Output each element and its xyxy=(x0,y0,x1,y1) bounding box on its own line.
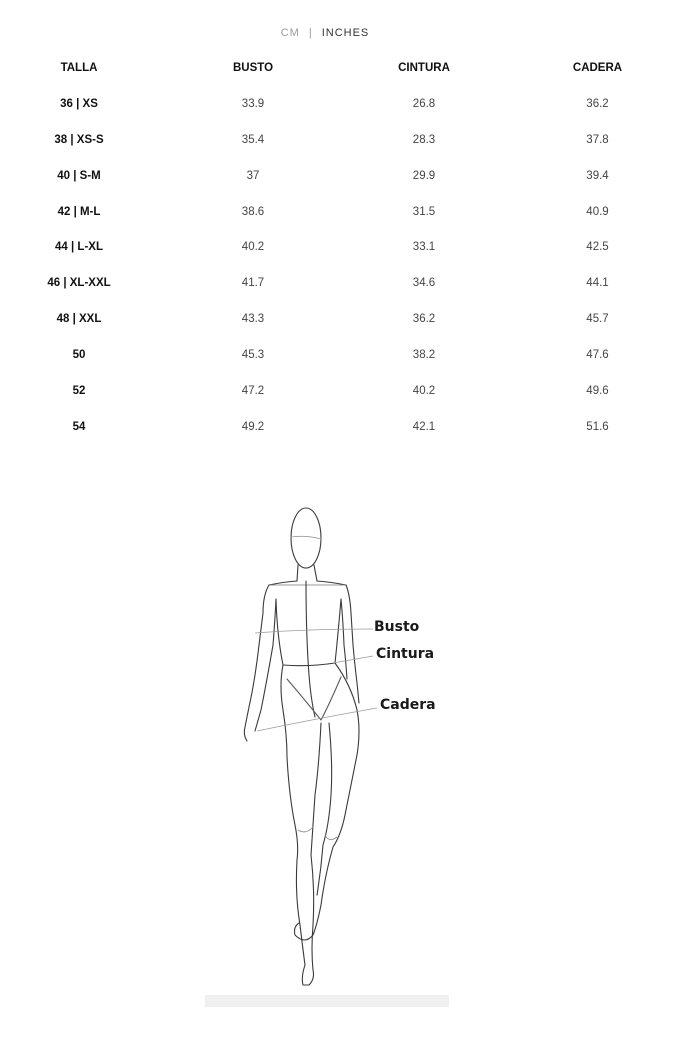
busto-cell: 43.3 xyxy=(241,313,265,326)
table-row xyxy=(0,158,695,194)
header-talla: TALLA xyxy=(60,61,98,74)
table-row xyxy=(0,86,695,122)
size-cell: 50 xyxy=(72,349,86,362)
cadera-cell: 40.9 xyxy=(586,205,609,218)
cadera-cell: 47.6 xyxy=(586,349,609,362)
cintura-cell: 29.9 xyxy=(412,169,436,182)
waist-line xyxy=(283,663,335,666)
size-cell: 48 | XXL xyxy=(56,313,102,326)
busto-cell: 40.2 xyxy=(241,241,265,254)
cintura-cell: 42.1 xyxy=(412,420,436,433)
busto-cell: 49.2 xyxy=(241,420,265,433)
cadera-cell: 42.5 xyxy=(586,241,609,254)
body-measurement-figure xyxy=(205,495,455,1010)
busto-cell: 47.2 xyxy=(241,384,265,397)
busto-line xyxy=(255,629,373,633)
unit-cm-option[interactable]: CM xyxy=(280,27,300,39)
cintura-label: Cintura xyxy=(376,646,435,662)
unit-inches-option[interactable]: INCHES xyxy=(321,27,370,39)
cadera-cell: 36.2 xyxy=(586,97,609,110)
cintura-pointer xyxy=(333,656,373,663)
table-header-row xyxy=(0,50,695,86)
size-cell: 52 xyxy=(72,384,86,397)
unit-toggle xyxy=(0,27,650,39)
cintura-cell: 40.2 xyxy=(412,384,436,397)
table-row xyxy=(0,373,695,409)
header-cadera: CADERA xyxy=(572,61,623,74)
header-cintura: CINTURA xyxy=(398,61,450,74)
size-chart-table xyxy=(0,50,695,445)
cintura-cell: 36.2 xyxy=(412,313,436,326)
busto-cell: 41.7 xyxy=(241,277,265,290)
header-busto: BUSTO xyxy=(232,61,274,74)
busto-cell: 35.4 xyxy=(241,133,265,146)
unit-separator: | xyxy=(308,27,313,39)
busto-label: Busto xyxy=(374,619,420,635)
size-cell: 46 | XL-XXL xyxy=(47,277,111,290)
fashion-croquis-illustration xyxy=(205,495,455,1010)
size-cell: 44 | L-XL xyxy=(55,241,103,254)
table-row xyxy=(0,301,695,337)
cadera-cell: 37.8 xyxy=(586,133,609,146)
busto-cell: 45.3 xyxy=(241,349,265,362)
table-row xyxy=(0,409,695,445)
cintura-cell: 31.5 xyxy=(412,205,436,218)
table-row xyxy=(0,194,695,230)
cadera-cell: 49.6 xyxy=(586,384,609,397)
cintura-cell: 38.2 xyxy=(412,349,436,362)
busto-cell: 37 xyxy=(246,169,260,182)
cadera-cell: 45.7 xyxy=(586,313,609,326)
table-row xyxy=(0,265,695,301)
cadera-cell: 39.4 xyxy=(586,169,609,182)
busto-cell: 38.6 xyxy=(241,205,265,218)
size-cell: 40 | S-M xyxy=(57,169,101,182)
busto-cell: 33.9 xyxy=(241,97,265,110)
cintura-cell: 26.8 xyxy=(412,97,436,110)
floor-shadow xyxy=(205,995,449,1007)
cintura-cell: 33.1 xyxy=(412,241,436,254)
size-cell: 42 | M-L xyxy=(57,205,101,218)
cadera-label: Cadera xyxy=(380,697,436,713)
table-row xyxy=(0,337,695,373)
size-cell: 36 | XS xyxy=(60,97,98,110)
size-cell: 54 xyxy=(72,420,86,433)
cintura-cell: 28.3 xyxy=(412,133,436,146)
size-cell: 38 | XS-S xyxy=(54,133,104,146)
table-row xyxy=(0,122,695,158)
cintura-cell: 34.6 xyxy=(412,277,436,290)
cadera-cell: 51.6 xyxy=(586,420,609,433)
table-row xyxy=(0,229,695,265)
cadera-cell: 44.1 xyxy=(586,277,609,290)
